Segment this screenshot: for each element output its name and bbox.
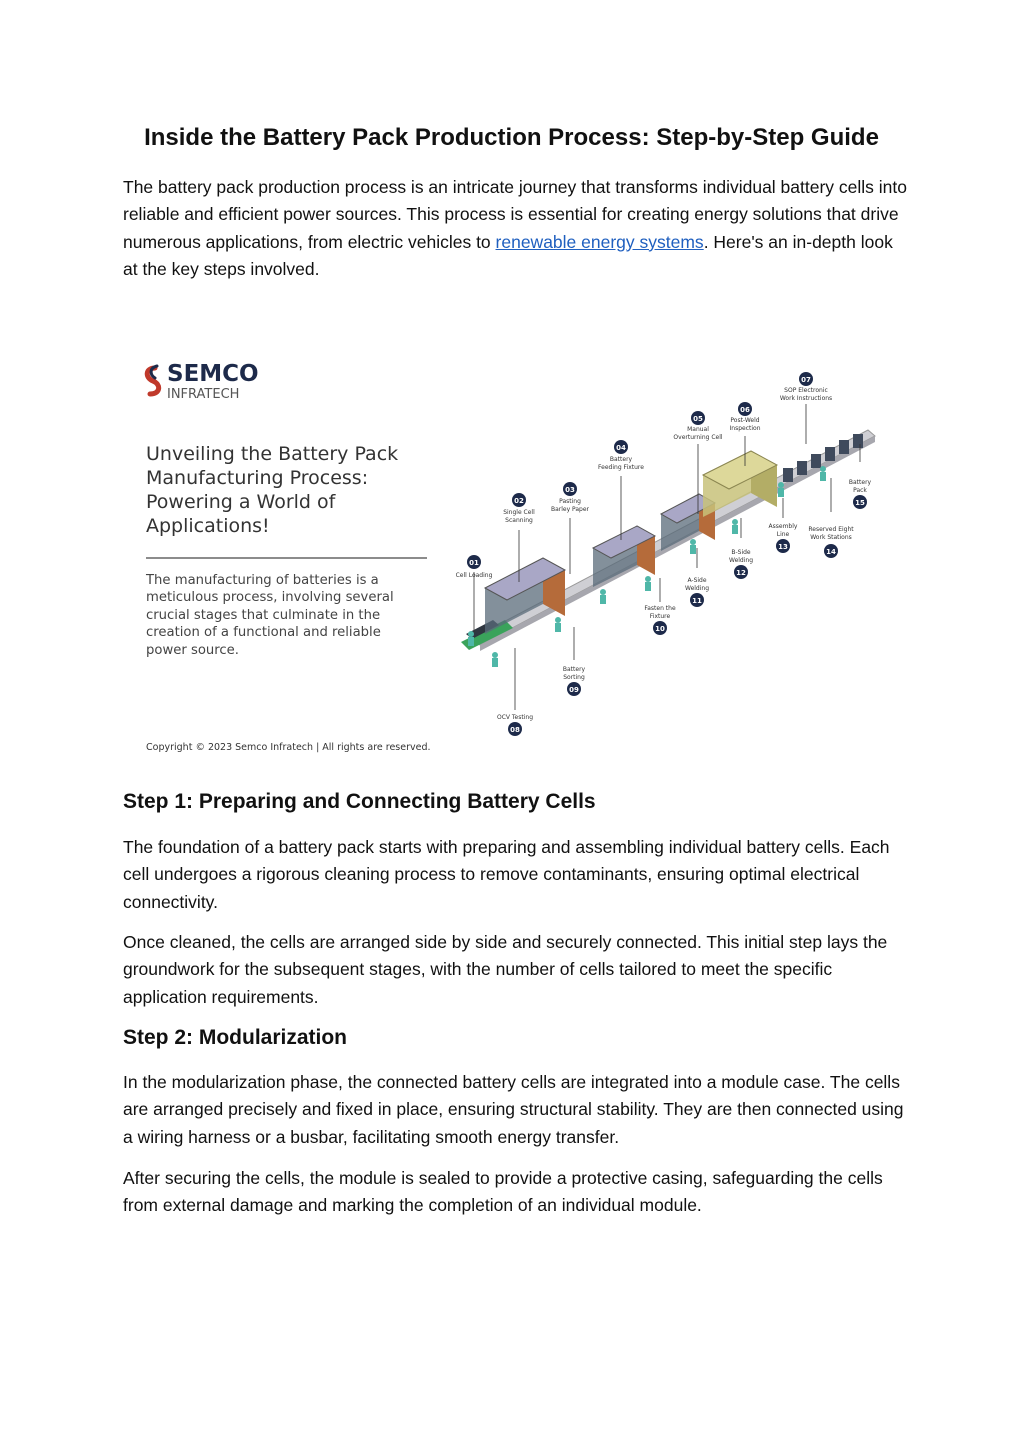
station-number: 03 — [565, 486, 575, 494]
station-number: 05 — [693, 415, 703, 423]
station-label: Battery — [562, 666, 586, 673]
station-label: Pasting — [559, 498, 581, 505]
station-label: OCV Testing — [496, 714, 534, 721]
page-title: Inside the Battery Pack Production Process: Step-by-Step Guide — [144, 124, 879, 151]
station-label: Post-Weld — [730, 417, 760, 424]
station-03 — [551, 482, 590, 513]
station-02 — [503, 493, 535, 524]
step1-heading: Step 1: Preparing and Connecting Battery Cells — [123, 790, 596, 813]
station-label: Line — [776, 531, 790, 538]
step2-paragraph-1: In the modularization phase, the connected battery cells are integrated into a module case. The cells are arranged precisely and fixed in place, ensuring structural stability. They are then connected using a wiring harness or a busbar, facilitating smooth energy transfer. — [123, 1072, 904, 1147]
station-label: Reserved Eight — [808, 526, 854, 533]
body-line-4: creation of a functional and reliable — [146, 625, 381, 640]
station-label: Work Stations — [810, 534, 852, 541]
station-08 — [497, 714, 533, 736]
station-number: 02 — [514, 497, 524, 505]
step2-heading: Step 2: Modularization — [123, 1026, 348, 1049]
station-label: Inspection — [729, 425, 761, 432]
headline-line-4: Applications! — [146, 515, 270, 537]
station-04 — [598, 440, 644, 471]
intro-paragraph — [123, 174, 908, 283]
renewable-energy-link[interactable]: renewable energy systems — [495, 231, 704, 252]
station-11 — [685, 577, 709, 607]
headline-line-1: Unveiling the Battery Pack — [146, 443, 399, 465]
station-label: Welding — [684, 585, 710, 592]
station-label: Work Instructions — [779, 395, 833, 402]
station-label: Feeding Fixture — [598, 464, 644, 471]
intro-text-after-link: . Here's an in-depth look at the key steps involved. — [123, 231, 893, 279]
station-number: 06 — [740, 406, 750, 414]
station-13 — [769, 523, 798, 553]
station-number: 12 — [736, 569, 746, 577]
step2-paragraph-2: After securing the cells, the module is sealed to provide a protective casing, safeguarding the cells from external damage and marking the completion of an individual module. — [123, 1168, 883, 1216]
station-badges — [456, 372, 872, 736]
infographic-svg — [133, 342, 885, 760]
station-number: 14 — [826, 548, 836, 556]
station-number: 04 — [616, 444, 626, 452]
station-12 — [729, 549, 753, 579]
logo-subbrand: INFRATECH — [167, 387, 240, 402]
station-number: 11 — [692, 597, 702, 605]
station-label: Cell Loading — [455, 572, 493, 579]
station-10 — [644, 605, 676, 635]
station-number: 15 — [855, 499, 865, 507]
step1-paragraph-1: The foundation of a battery pack starts with preparing and assembling individual battery cells. Each cell undergoes a rigorous cleaning process to remove contaminants, ensuring optimal electrical connectivity. — [123, 837, 890, 912]
station-label: Fasten the — [644, 605, 676, 612]
station-label: Pack — [853, 487, 867, 494]
station-label: SOP Electronic — [784, 387, 828, 394]
station-label: Scanning — [505, 517, 533, 524]
body-line-2: meticulous process, involving several — [146, 590, 394, 605]
body-line-5: power source. — [146, 643, 239, 658]
production-process-infographic — [133, 342, 885, 760]
station-leader-lines — [474, 404, 860, 710]
station-label: Battery — [848, 479, 872, 486]
headline-line-3: Powering a World of — [146, 491, 336, 513]
station-label: Assembly — [768, 523, 798, 530]
body-line-1: The manufacturing of batteries is a — [146, 573, 379, 588]
station-number: 01 — [469, 559, 479, 567]
semco-logo — [147, 361, 258, 402]
station-number: 10 — [655, 625, 665, 633]
station-label: Sorting — [563, 674, 585, 681]
station-09 — [563, 666, 586, 696]
station-label: Overturning Cell — [673, 434, 723, 441]
station-label: Single Cell — [503, 509, 535, 516]
station-number: 07 — [801, 376, 811, 384]
station-label: Manual — [687, 426, 709, 433]
infographic-headline — [146, 443, 398, 537]
station-label: Welding — [728, 557, 754, 564]
step1-paragraph-2: Once cleaned, the cells are arranged side by side and securely connected. This initial step lays the groundwork for the subsequent stages, with the number of cells tailored to meet the specific application requirements. — [123, 932, 888, 1007]
infographic-body — [145, 573, 394, 658]
station-number: 13 — [778, 543, 788, 551]
infographic-copyright: Copyright © 2023 Semco Infratech | All rights are reserved. — [146, 742, 431, 753]
body-line-3: crucial stages that culminate in the — [146, 608, 381, 623]
station-01 — [456, 555, 493, 579]
station-number: 08 — [510, 726, 520, 734]
station-label: Battery — [609, 456, 633, 463]
station-label: A-Side — [687, 577, 707, 584]
station-07 — [780, 372, 832, 402]
station-14 — [808, 526, 854, 558]
station-15 — [849, 479, 872, 509]
station-label: B-Side — [731, 549, 751, 556]
production-line-illustration — [461, 430, 875, 667]
headline-line-2: Manufacturing Process: — [146, 467, 369, 489]
station-label: Barley Paper — [550, 506, 590, 513]
logo-brand: SEMCO — [167, 361, 259, 387]
station-label: Fixture — [649, 613, 671, 620]
station-05 — [673, 411, 722, 441]
station-number: 09 — [569, 686, 579, 694]
intro-text-before-link: The battery pack production process is an intricate journey that transforms individual battery cells into reliable and efficient power sources. This process is essential for creating energy solutions that drive numerous applications, from electric vehicles to — [123, 177, 907, 252]
station-06 — [730, 402, 761, 432]
